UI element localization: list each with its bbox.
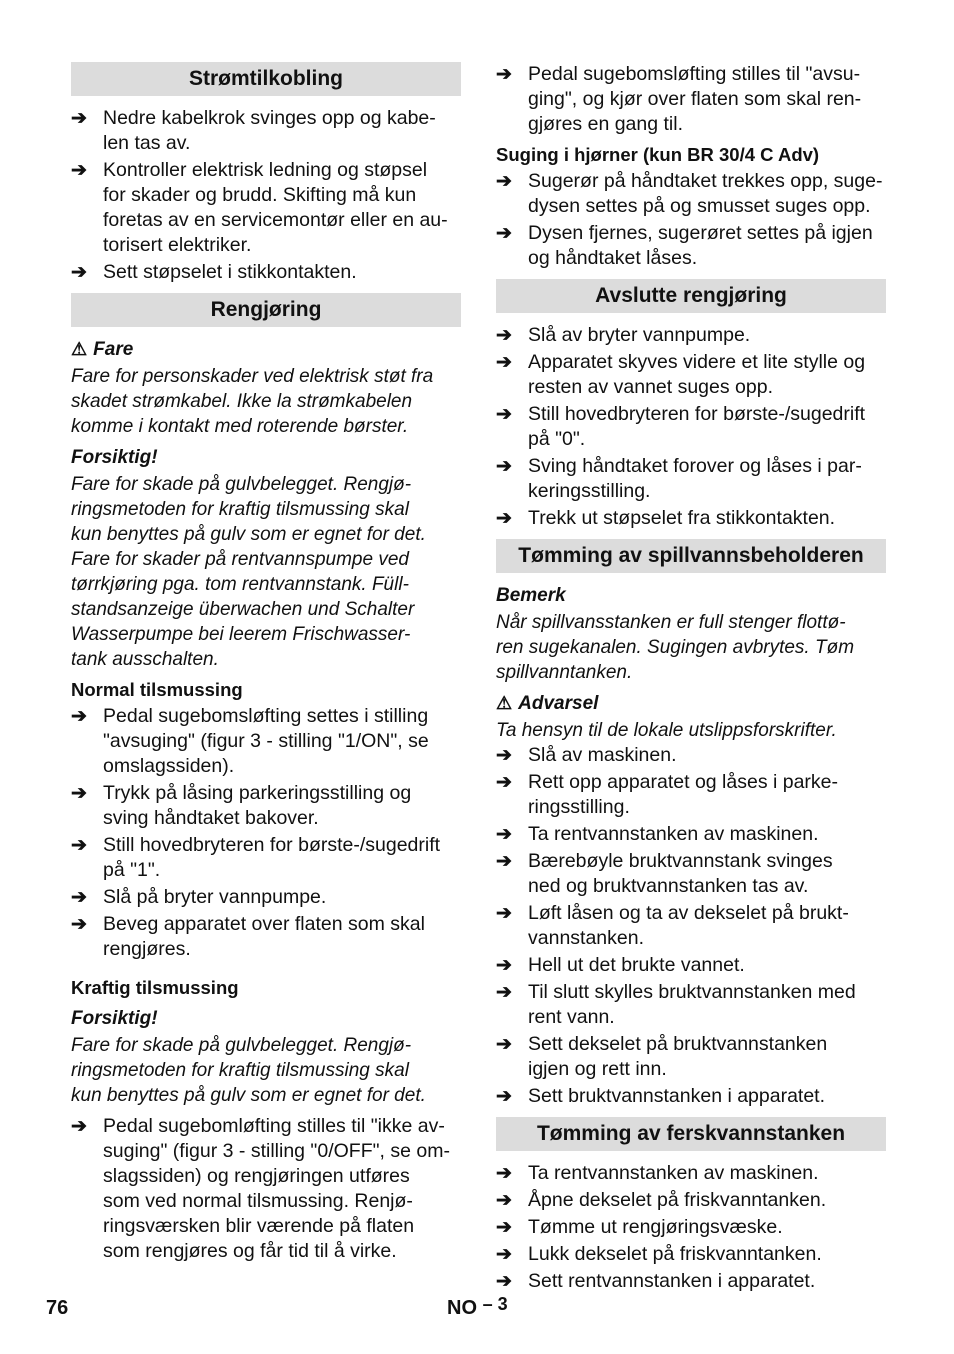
list-stromtilkobling [71,106,461,285]
note-text: Når spillvansstanken er full stenger flottø- ren sugekanalen. Sugingen avbrytes. Tøm spillvanntanken. [496,612,855,683]
section-heading-ferskvann: Tømming av ferskvannstanken [496,1117,886,1151]
warning-triangle-icon: ⚠ [496,693,513,713]
list-item-text: Sett støpselet i stikkontakten. [103,261,357,283]
list-item-text: Hell ut det brukte vannet. [528,954,745,976]
footer-page-suffix: – 3 [482,1294,508,1314]
list-item [496,454,886,504]
warning-triangle-icon: ⚠ [71,339,88,359]
list-item-text: Trykk på låsing parkeringsstilling og sving håndtaket bakover. [103,782,412,829]
list-item [496,323,886,348]
list-item [71,833,461,883]
page-number: 76 [46,1297,69,1319]
arrow-right-icon: ➔ [71,108,87,129]
arrow-right-icon: ➔ [496,1190,512,1211]
arrow-right-icon: ➔ [496,171,512,192]
list-item-text: Pedal sugebomsløfting stilles til "avsu- ging", og kjør over flaten som skal ren- gjøres en gang til. [528,63,862,135]
list-item-text: Rett opp apparatet og låses i parke- ringsstilling. [528,771,839,818]
list-item-text: Dysen fjernes, sugerøret settes på igjen og håndtaket låses. [528,222,873,269]
list-normal [71,704,461,962]
list-item-text: Pedal sugebomsløfting settes i stilling "avsuging" (figur 3 - stilling "1/ON", se omslagssiden). [103,705,429,777]
arrow-right-icon: ➔ [496,982,512,1003]
list-item [496,849,886,899]
list-item [496,169,886,219]
list-item [71,106,461,156]
arrow-right-icon: ➔ [71,914,87,935]
caution-note-title: Forsiktig! [71,447,158,468]
right-column [496,62,886,1296]
left-column [71,62,461,1266]
arrow-right-icon: ➔ [71,887,87,908]
arrow-right-icon: ➔ [496,456,512,477]
arrow-right-icon: ➔ [496,64,512,85]
list-item-text: Bærebøyle bruktvannstank svinges ned og bruktvannstanken tas av. [528,850,833,897]
list-item-text: Kontroller elektrisk ledning og støpsel for skader og brudd. Skifting må kun foretas av en servicemontør eller en au- torisert elektriker. [103,159,448,256]
section-heading-spillvann: Tømming av spillvannsbeholderen [496,539,886,573]
list-item-text: Lukk dekselet på friskvanntanken. [528,1243,822,1265]
danger-note-text: Fare for personskader ved elektrisk støt fra skadet strømkabel. Ikke la strømkabelen komme i kontakt med roterende børster. [71,366,434,437]
list-item [496,743,886,768]
arrow-right-icon: ➔ [496,1034,512,1055]
list-item-text: Tømme ut rengjøringsvæske. [528,1216,783,1238]
section-heading-avslutte: Avslutte rengjøring [496,279,886,313]
arrow-right-icon: ➔ [496,508,512,529]
arrow-right-icon: ➔ [496,1163,512,1184]
warning-note-title: ⚠ Advarsel [496,693,599,714]
arrow-right-icon: ➔ [496,772,512,793]
list-avslutte [496,323,886,531]
list-item [71,885,461,910]
footer-section-label [447,1294,508,1320]
list-item [71,912,461,962]
list-item [496,1032,886,1082]
warning-note-text: Ta hensyn til de lokale utslippsforskrifter. [496,720,837,741]
list-item [496,506,886,531]
list-item [496,62,886,137]
list-item [496,1161,886,1186]
list-item-text: Apparatet skyves videre et lite stylle og resten av vannet suges opp. [528,351,866,398]
list-item-text: Sett rentvannstanken i apparatet. [528,1270,816,1292]
list-item [496,770,886,820]
arrow-right-icon: ➔ [496,1217,512,1238]
list-item [71,704,461,779]
list-item-text: Sett bruktvannstanken i apparatet. [528,1085,826,1107]
list-item-text: Sving håndtaket forover og låses i par- keringsstilling. [528,455,862,502]
list-right-top [496,62,886,137]
list-item-text: Slå av bryter vannpumpe. [528,324,751,346]
subheading-hjorner: Suging i hjørner (kun BR 30/4 C Adv) [496,144,820,165]
arrow-right-icon: ➔ [496,745,512,766]
list-item [71,260,461,285]
list-item [496,1269,886,1294]
list-spillvann [496,743,886,1109]
list-item [496,1188,886,1213]
language-code: NO [447,1297,477,1319]
arrow-right-icon: ➔ [71,1116,87,1137]
list-item [496,953,886,978]
list-item [71,781,461,831]
danger-note-title: ⚠ Fare [71,339,134,360]
list-item-text: Sugerør på håndtaket trekkes opp, suge- dysen settes på og smusset suges opp. [528,170,883,217]
list-item [496,822,886,847]
arrow-right-icon: ➔ [496,1086,512,1107]
list-item-text: Åpne dekselet på friskvanntanken. [528,1189,827,1211]
list-item-text: Pedal sugebomløfting stilles til "ikke av- suging" (figur 3 - stilling "0/OFF", se om- slagssiden) og rengjøringen utføres som ved normal tilsmussing. Renjø- ringsværsken blir værende på flaten som rengjøres og får tid til å virke. [103,1115,450,1262]
arrow-right-icon: ➔ [71,783,87,804]
arrow-right-icon: ➔ [496,955,512,976]
arrow-right-icon: ➔ [496,1244,512,1265]
arrow-right-icon: ➔ [71,262,87,283]
list-item [496,1084,886,1109]
list-item [71,1114,461,1264]
arrow-right-icon: ➔ [71,835,87,856]
list-item-text: Slå på bryter vannpumpe. [103,886,327,908]
list-item-text: Still hovedbryteren for børste-/sugedrift på "0". [528,403,866,450]
list-item-text: Slå av maskinen. [528,744,677,766]
list-item-text: Trekk ut støpselet fra stikkontakten. [528,507,836,529]
list-item-text: Nedre kabelkrok svinges opp og kabe- len tas av. [103,107,436,154]
caution-note-text-2: Fare for skade på gulvbelegget. Rengjø- ringsmetoden for kraftig tilsmussing skal kun benyttes på gulv som er egnet for det. [71,1035,426,1106]
list-item [496,1242,886,1267]
list-hjorner [496,169,886,271]
arrow-right-icon: ➔ [496,851,512,872]
subheading-kraftig: Kraftig tilsmussing [71,977,239,998]
note-title: Bemerk [496,585,566,606]
list-item [71,158,461,258]
list-item-text: Beveg apparatet over flaten som skal rengjøres. [103,913,425,960]
arrow-right-icon: ➔ [496,223,512,244]
list-item-text: Til slutt skylles bruktvannstanken med rent vann. [528,981,856,1028]
list-item-text: Løft låsen og ta av dekselet på brukt- vannstanken. [528,902,849,949]
list-item [496,350,886,400]
subheading-normal: Normal tilsmussing [71,679,243,700]
list-kraftig [71,1114,461,1264]
arrow-right-icon: ➔ [496,325,512,346]
caution-note-title-2: Forsiktig! [71,1008,158,1029]
section-heading-rengjoring: Rengjøring [71,293,461,327]
arrow-right-icon: ➔ [496,404,512,425]
list-item [496,402,886,452]
arrow-right-icon: ➔ [71,160,87,181]
list-item [496,1215,886,1240]
list-item [496,901,886,951]
section-heading-stromtilkobling: Strømtilkobling [71,62,461,96]
list-item-text: Sett dekselet på bruktvannstanken igjen og rett inn. [528,1033,828,1080]
list-item [496,221,886,271]
list-ferskvann [496,1161,886,1294]
list-item [496,980,886,1030]
arrow-right-icon: ➔ [71,706,87,727]
arrow-right-icon: ➔ [496,824,512,845]
arrow-right-icon: ➔ [496,1271,512,1292]
arrow-right-icon: ➔ [496,903,512,924]
arrow-right-icon: ➔ [496,352,512,373]
list-item-text: Still hovedbryteren for børste-/sugedrift på "1". [103,834,441,881]
caution-note-text: Fare for skade på gulvbelegget. Rengjø- ringsmetoden for kraftig tilsmussing skal kun benyttes på gulv som er egnet for det. Fare for skader på rentvannspumpe ved tørrkjøring pga. tom rentvannstank. Füll- standsanzeige überwachen und Schalter Wasserpumpe bei leerem Frischwasser- tank ausschalten. [71,474,426,670]
list-item-text: Ta rentvannstanken av maskinen. [528,823,819,845]
list-item-text: Ta rentvannstanken av maskinen. [528,1162,819,1184]
